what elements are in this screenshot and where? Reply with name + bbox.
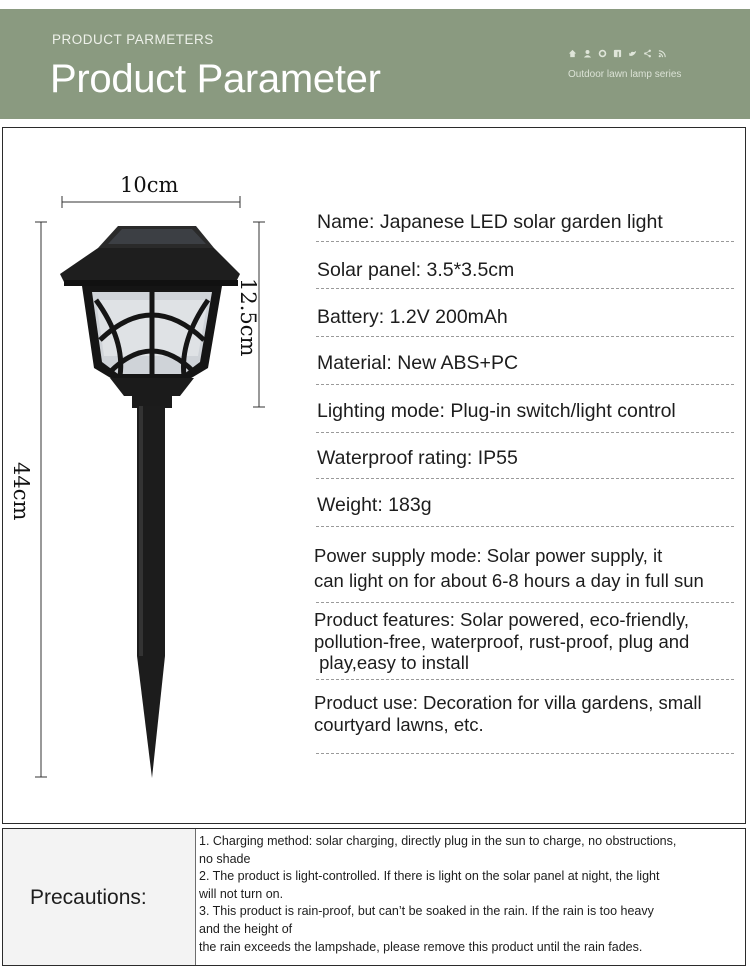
twitter-icon[interactable] [628,49,637,58]
share-icon[interactable] [643,49,652,58]
spec-lighting-mode: Lighting mode: Plug-in switch/light control [317,400,676,422]
features-line-2: pollution-free, waterproof, rust-proof, plug and [314,630,690,652]
spec-weight: Weight: 183g [317,494,432,516]
rss-icon[interactable] [658,49,667,58]
divider [316,679,734,680]
features-line-1: Product features: Solar powered, eco-friendly, [314,609,689,630]
precaution-line: 3. This product is rain-proof, but can’t be soaked in the rain. If the rain is too heavy [199,904,654,919]
divider [316,526,734,527]
page-title: Product Parameter [50,57,381,101]
precautions-text [199,833,749,956]
precaution-line: no shade [199,851,251,866]
home-icon[interactable] [568,49,577,58]
precaution-line: 1. Charging method: solar charging, directly plug in the sun to charge, no obstructions, [199,834,677,848]
precaution-line: the rain exceeds the lampshade, please remove this product until the rain fades. [199,939,643,954]
precautions-label-cell [3,829,196,965]
divider [316,384,734,385]
spec-name: Name: Japanese LED solar garden light [317,211,663,233]
lamp-diagram [0,0,300,820]
use-block [314,692,702,736]
user-icon[interactable] [583,49,592,58]
divider [316,478,734,479]
series-text: Outdoor lawn lamp series [568,69,682,80]
precaution-line: and the height of [199,921,293,936]
social-icon-row [568,49,667,58]
precautions-table [2,828,746,966]
precaution-line: will not turn on. [199,886,284,901]
divider [316,753,734,754]
head-height-label: 12.5cm [236,278,260,357]
header-subtitle: PRODUCT PARMETERS [52,32,214,47]
total-height-dimension-line [35,222,47,777]
spec-material: Material: New ABS+PC [317,352,519,374]
total-height-label: 44cm [9,462,33,521]
divider [316,432,734,433]
precautions-label: Precautions: [30,886,147,909]
precaution-line: 2. The product is light-controlled. If there is light on the solar panel at night, the light [199,869,660,884]
width-label: 10cm [120,173,179,197]
use-line-2: courtyard lawns, etc. [314,714,484,735]
spec-battery: Battery: 1.2V 200mAh [317,306,508,328]
settings-icon[interactable] [598,49,607,58]
width-dimension-line [62,196,240,208]
solar-lamp-image [60,226,240,778]
divider [316,241,734,242]
spec-solar-panel: Solar panel: 3.5*3.5cm [317,259,515,281]
power-line-1: Power supply mode: Solar power supply, it [314,545,663,566]
spec-waterproof: Waterproof rating: IP55 [317,447,518,469]
power-line-2: can light on for about 6-8 hours a day in full sun [314,570,704,591]
divider [316,288,734,289]
facebook-icon[interactable] [613,49,622,58]
divider [316,336,734,337]
divider [316,602,734,603]
features-block [314,609,689,674]
power-supply-block [314,545,704,592]
features-line-3: play,easy to install [314,652,469,673]
use-line-1: Product use: Decoration for villa gardens, small [314,692,702,713]
